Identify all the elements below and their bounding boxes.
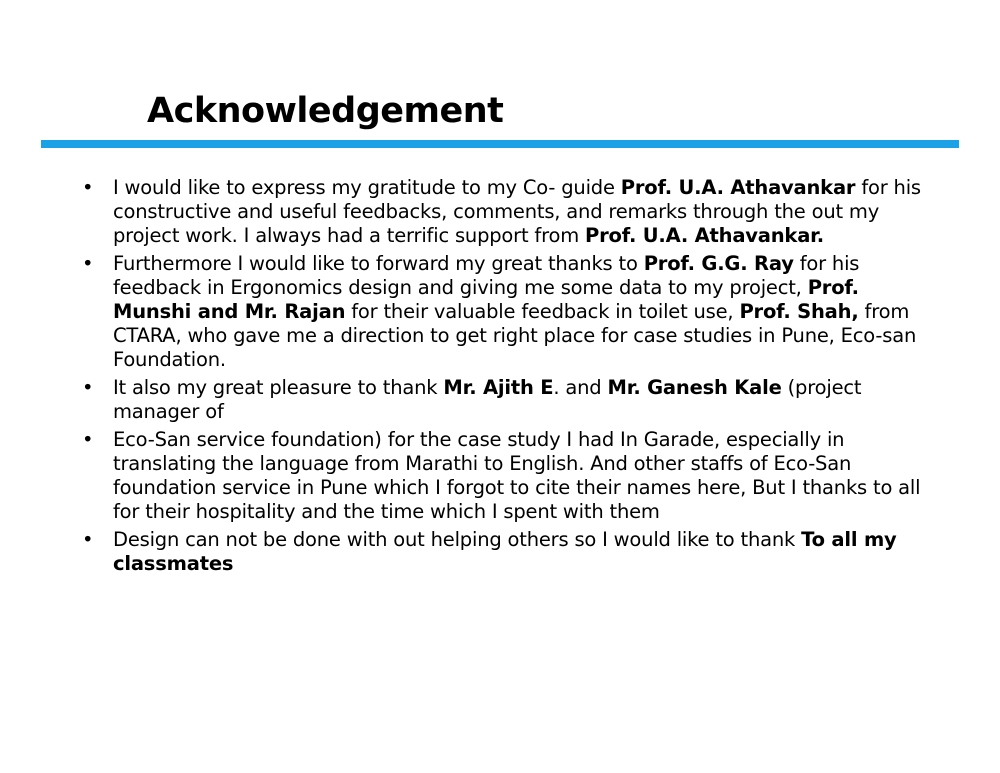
page-title: Acknowledgement: [147, 91, 504, 131]
bullet-text: (project manager of: [113, 376, 862, 423]
bullet-icon: •: [82, 528, 94, 551]
bullet-text: It also my great pleasure to thank: [113, 376, 444, 399]
bullet-text: for his feedback in Ergonomics design and giving me some data to my project,: [113, 252, 860, 299]
title-underline-rule: [41, 140, 959, 148]
bullet-icon: •: [82, 252, 94, 275]
bullet-icon: •: [82, 428, 94, 451]
list-item: [78, 376, 930, 424]
bullet-text: I would like to express my gratitude to my Co- guide: [113, 176, 621, 199]
bullet-bold-text: Prof. Munshi and Mr. Rajan: [113, 276, 859, 323]
bullet-text: Furthermore I would like to forward my great thanks to: [113, 252, 644, 275]
list-item: [78, 252, 930, 372]
list-item: [78, 176, 930, 248]
bullet-bold-text: Prof. U.A. Athavankar.: [585, 224, 825, 247]
list-item: [78, 528, 930, 576]
list-item: [78, 428, 930, 524]
bullet-icon: •: [82, 176, 94, 199]
bullet-bold-text: Prof. U.A. Athavankar: [620, 176, 856, 199]
bullet-text: Design can not be done with out helping others so I would like to thank: [113, 528, 802, 551]
bullet-bold-text: Mr. Ganesh Kale: [607, 376, 782, 399]
bullet-bold-text: Prof. G.G. Ray: [643, 252, 794, 275]
bullet-text: . and: [553, 376, 608, 399]
bullet-text: for their valuable feedback in toilet use,: [345, 300, 740, 323]
acknowledgement-list: [78, 176, 930, 580]
bullet-bold-text: To all my classmates: [113, 528, 897, 575]
bullet-bold-text: Prof. Shah,: [739, 300, 859, 323]
bullet-text: from CTARA, who gave me a direction to get right place for case studies in Pune, Eco-san Foundation.: [113, 300, 917, 371]
bullet-bold-text: Mr. Ajith E: [443, 376, 554, 399]
bullet-text: Eco-San service foundation) for the case study I had In Garade, especially in translating the language from Marathi to English. And other staffs of Eco-San foundation service in Pune which I forgot to cite their names here, But I thanks to all for their hospitality and the time which I spent with them: [113, 428, 921, 523]
bullet-text: for his constructive and useful feedbacks, comments, and remarks through the out my project work. I always had a terrific support from: [113, 176, 921, 247]
bullet-icon: •: [82, 376, 94, 399]
